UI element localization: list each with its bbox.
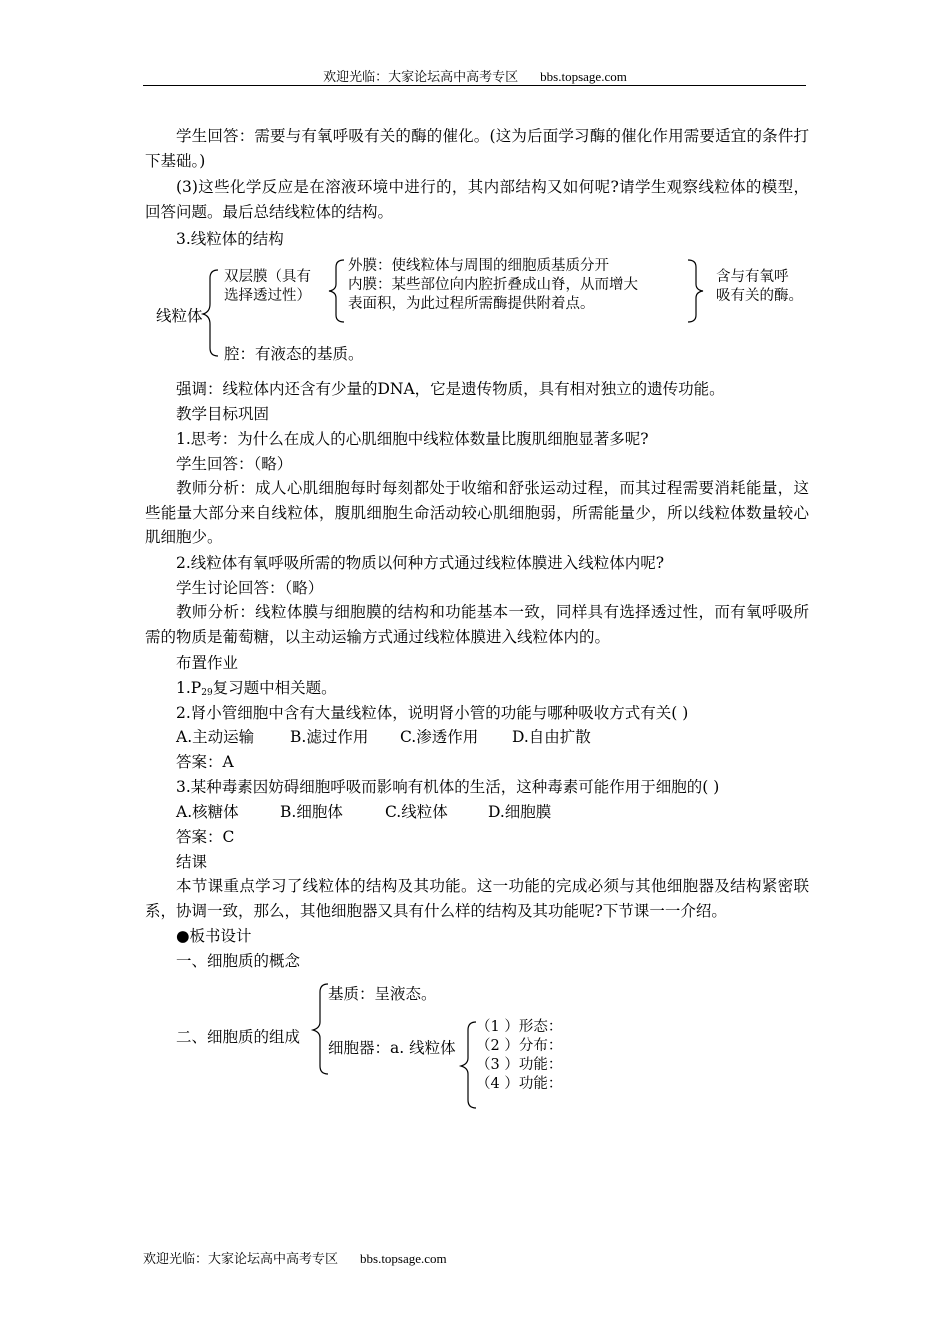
page-header [0,66,950,85]
enzyme-brace [686,258,706,324]
organelle-item-4: （4 ）功能： [476,1076,563,1092]
page-footer [143,1248,447,1267]
inner-membrane-2: 表面积，为此过程所需酶提供附着点。 [348,296,595,312]
hw2-option-a: A.主动运输 [176,728,255,746]
teacher-analysis-1: 教师分析：成人心肌细胞每时每刻都处于收缩和舒张运动过程，而其过程需要消耗能量，这些能量大部分来自线粒体，腹肌细胞生命活动较心肌细胞弱，所需能量少，所以线粒体数量较心肌细胞少。 [145,479,809,547]
paragraph-student-answer: 学生回答：需要与有氧呼吸有关的酶的催化。(这为后面学习酶的催化作用需要适宜的条件打下基础。) [145,127,809,170]
hw3-option-d: D.细胞膜 [488,803,552,821]
membrane-brace [326,258,346,324]
footer-url[interactable]: bbs.topsage.com [360,1251,447,1266]
diagram-root-label: 线粒体 [156,307,203,325]
conclusion-text: 本节课重点学习了线粒体的结构及其功能。这一功能的完成必须与其他细胞器及结构紧密联系，协调一致，那么，其他细胞器又具有什么样的结构及其功能呢?下节课一一介绍。 [145,877,809,920]
organelle-item-1: （1 ）形态： [476,1019,563,1035]
heading-homework: 布置作业 [176,654,239,672]
enzyme-label-2: 吸有关的酶。 [716,288,803,304]
header-url[interactable]: bbs.topsage.com [540,69,627,84]
hw2-option-b: B.滤过作用 [290,728,369,746]
question-2: 2.线粒体有氧呼吸所需的物质以何种方式通过线粒体膜进入线粒体内呢? [176,554,665,572]
hw3-option-b: B.细胞体 [280,803,343,821]
organelle-brace [458,1020,478,1110]
membrane-label-1: 双层膜（具有 [224,269,311,285]
cavity-label: 腔：有液态的基质。 [224,345,364,363]
matrix-label: 基质：呈液态。 [328,985,437,1003]
answer-1: 学生回答：（略） [176,455,293,473]
hw2-option-d: D.自由扩散 [512,728,591,746]
hw3-answer: 答案：C [176,828,235,846]
hw3-option-a: A.核糖体 [176,803,239,821]
enzyme-label-1: 含与有氧呼 [716,269,789,285]
footer-site: 欢迎光临：大家论坛高中高考专区 [143,1252,339,1267]
board-item-1: 一、细胞质的概念 [176,952,301,970]
heading-structure: 3.线粒体的结构 [176,230,284,248]
organelle-label: 细胞器：a. 线粒体 [328,1039,456,1057]
header-rule [143,85,806,86]
heading-consolidate: 教学目标巩固 [176,405,270,423]
page-subscript: 29 [201,688,213,698]
homework-1: $1.P_{29}$复习题中相关题。 [176,679,337,698]
emphasis-text: 强调：线粒体内还含有少量的DNA，它是遗传物质，具有相对独立的遗传功能。 [176,380,725,398]
teacher-analysis-2: 教师分析：线粒体膜与细胞膜的结构和功能基本一致，同样具有选择透过性，而有氧呼吸所需的物质是葡萄糖，以主动运输方式通过线粒体膜进入线粒体内的。 [145,603,809,646]
organelle-item-2: （2 ）分布： [476,1038,563,1054]
hw2-option-c: C.渗透作用 [400,728,479,746]
paragraph-question-3: (3)这些化学反应是在溶液环境中进行的，其内部结构又如何呢?请学生观察线粒体的模型，回答问题。最后总结线粒体的结构。 [145,178,809,221]
homework-3: 3.某种毒素因妨碍细胞呼吸而影响有机体的生活，这种毒素可能作用于细胞的( ) [176,778,720,796]
hw2-answer: 答案：A [176,753,234,771]
membrane-label-2: 选择透过性） [224,288,311,304]
diagram2-root-label: 二、细胞质的组成 [176,1028,301,1046]
heading-conclusion: 结课 [176,853,208,871]
heading-board: ●板书设计 [176,927,252,945]
hw3-option-c: C.线粒体 [385,803,448,821]
outer-membrane: 外膜：使线粒体与周围的细胞质基质分开 [348,258,609,274]
homework-2: 2.肾小管细胞中含有大量线粒体，说明肾小管的功能与哪种吸收方式有关( ) [176,704,689,722]
root-brace [200,268,220,358]
answer-2: 学生讨论回答：（略） [176,579,324,597]
organelle-item-3: （3 ）功能： [476,1057,563,1073]
question-1: 1.思考：为什么在成人的心肌细胞中线粒体数量比腹肌细胞显著多呢? [176,430,649,448]
header-site: 欢迎光临：大家论坛高中高考专区 [323,70,519,85]
inner-membrane-1: 内膜：某些部位向内腔折叠成山脊，从而增大 [348,277,638,293]
cytoplasm-brace [310,982,330,1076]
